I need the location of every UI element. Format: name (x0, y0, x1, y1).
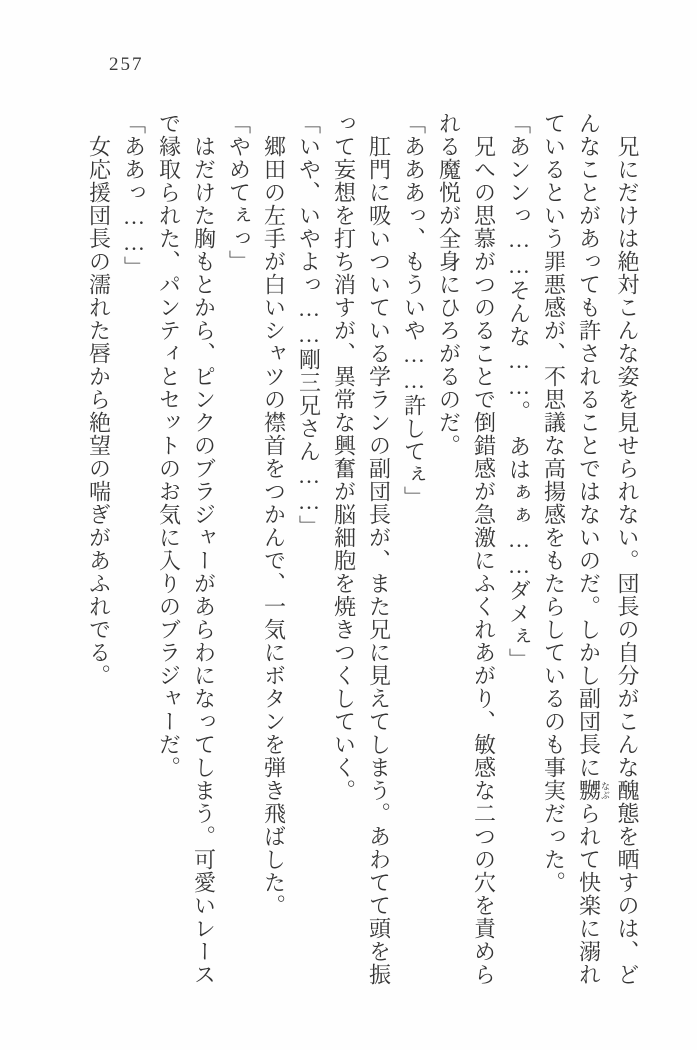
text-line: 兄への思慕がつのることで倒錯感が急激にふくれあがり、敏感な二つの穴を責めら (471, 135, 497, 986)
text-line: 「ああっ……」 (121, 112, 147, 279)
text-line: って妄想を打ち消すが、異常な興奮が脳細胞を焼きつくしていく。 (331, 112, 357, 802)
text-line: 肛門に吸いついている学ランの副団長が、また兄に見えてしまう。あわてて頭を振 (366, 135, 392, 986)
text-line: んなことがあっても許されることではないのだ。しかし副団長に嬲なぶられて快楽に溺れ (576, 112, 610, 986)
text-line: 女応援団長の濡れた唇から絶望の喘ぎがあふれでる。 (86, 135, 112, 687)
text-line: 「あああっ、もういや……許してぇ」 (401, 112, 427, 509)
text-line: 「あンンっ……そんな……。 あはぁぁ……ダメぇ」 (506, 112, 532, 671)
text-line: はだけた胸もとから、ピンクのブラジャーがあらわになってしまう。可愛いレース (191, 135, 217, 986)
text-line: 郷田の左手が白いシャツの襟首をつかんで、一気にボタンを弾き飛ばした。 (261, 135, 287, 917)
text-line: 「やめてぇっ」 (226, 112, 252, 273)
text-block (82, 112, 646, 1002)
text-line: 兄にだけは絶対こんな姿を見せられない。団長の自分がこんな醜態を晒すのは、ど (615, 135, 640, 986)
text-line: れる魔悦が全身にひろがるのだ。 (436, 112, 462, 457)
text-line: ているという罪悪感が、不思議な高揚感をもたらしているのも事実だった。 (541, 112, 567, 894)
text-line: で縁取られた、パンティとセットのお気に入りのブラジャーだ。 (156, 112, 182, 779)
furigana-ruby: 嬲なぶ (576, 779, 610, 802)
text-line: 「いや、いやよっ……剛三兄さん……」 (296, 112, 322, 538)
page-number: 257 (109, 54, 144, 75)
